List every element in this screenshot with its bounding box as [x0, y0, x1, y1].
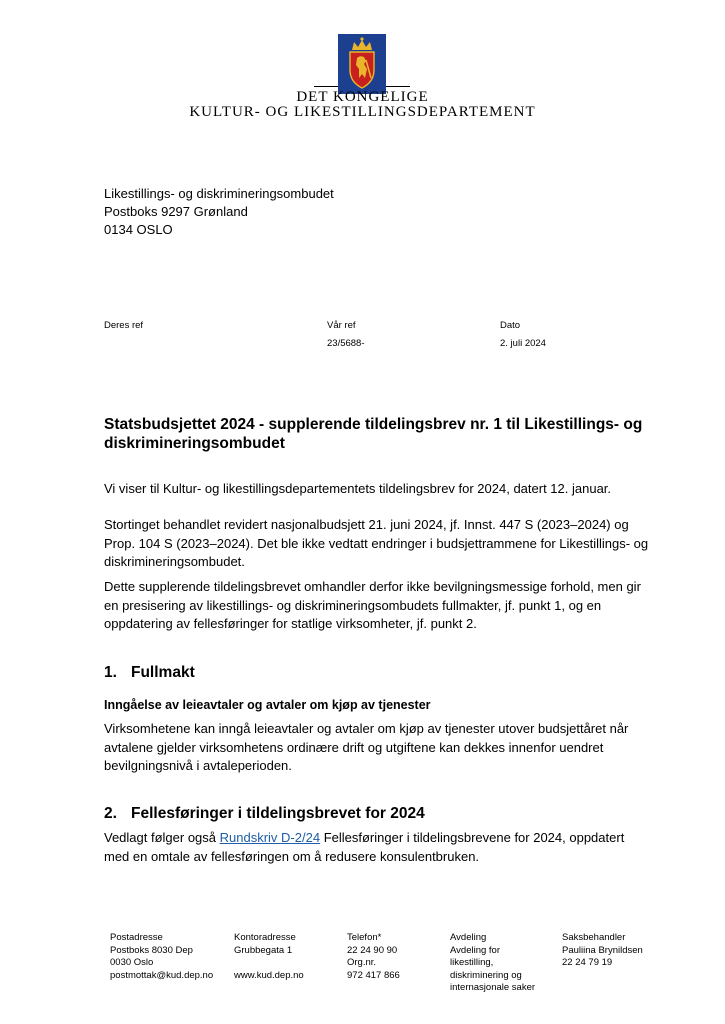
dato-label: Dato — [500, 320, 521, 331]
section-1-number: 1. — [104, 664, 117, 681]
section-1-heading — [104, 664, 195, 682]
paragraph-1: Vi viser til Kultur- og likestillingsdepartementets tildelingsbrev for 2024, datert 12. januar. — [104, 481, 612, 496]
footer-telefon-label: Telefon* — [347, 932, 382, 943]
footer-avdeling-label: Avdeling — [450, 932, 487, 943]
recipient-name: Likestillings- og diskrimineringsombudet — [104, 186, 334, 201]
section-2-text-before: Vedlagt følger også — [104, 830, 220, 845]
coat-of-arms-icon — [338, 34, 386, 94]
footer-postadresse-line: Postboks 8030 Dep — [110, 944, 193, 956]
letter-title: Statsbudsjettet 2024 - supplerende tildelingsbrev nr. 1 til Likestillings- og diskrimineringsombudet — [104, 416, 643, 452]
footer-avdeling-line: Avdeling for — [450, 944, 500, 956]
footer-kontoradresse-label: Kontoradresse — [234, 932, 296, 943]
dato-value: 2. juli 2024 — [500, 338, 546, 349]
footer-postadresse-label: Postadresse — [110, 932, 163, 943]
letterhead-rule-left — [314, 86, 338, 87]
footer-telefon-number: 22 24 90 90 — [347, 944, 398, 956]
footer-telefon — [347, 932, 400, 982]
letterhead-line-1: DET KONGELIGE — [296, 89, 429, 105]
footer-email-link[interactable]: postmottak@kud.dep.no — [110, 969, 214, 981]
rundskriv-link[interactable]: Rundskriv D-2/24 — [219, 830, 321, 845]
recipient-street: Postboks 9297 Grønland — [104, 204, 248, 219]
footer-kontoradresse-line: Grubbegata 1 — [234, 944, 293, 956]
footer-avdeling-line: diskriminering og — [450, 969, 522, 981]
footer-kontoradresse-spacer — [234, 957, 304, 970]
letterhead-rule-right — [386, 86, 410, 87]
footer-postadresse-line: 0030 Oslo — [110, 957, 154, 968]
paragraph-3: Dette supplerende tildelingsbrevet omhandler derfor ikke bevilgningsmessige forhold, men gir en presisering av likestillings- og diskrimineringsombudets fullmakter, jf. punkt 1, og en oppdatering av fellesføringer for statlige virksomheter, jf. punkt 2. — [104, 579, 641, 631]
footer-postadresse — [110, 932, 213, 982]
footer-saksbehandler-name: Pauliina Brynildsen — [562, 944, 643, 956]
section-1-title: Fullmakt — [131, 664, 195, 681]
section-2-text-after: Fellesføringer i tildelingsbrevene for 2024, oppdatert med en omtale av fellesføringen om å redusere konsulentbruken. — [104, 830, 625, 864]
deres-ref-label: Deres ref — [104, 320, 144, 331]
letterhead-line-2: KULTUR- OG LIKESTILLINGSDEPARTEMENT — [189, 104, 536, 120]
footer-orgnr-value: 972 417 866 — [347, 969, 400, 981]
section-1-subheading: Inngåelse av leieavtaler og avtaler om kjøp av tjenester — [104, 698, 431, 712]
var-ref-label: Vår ref — [327, 320, 356, 331]
var-ref-value: 23/5688- — [327, 338, 365, 349]
footer-kontoradresse — [234, 932, 304, 982]
section-1-text: Virksomhetene kan inngå leieavtaler og avtaler om kjøp av tjenester utover budsjettåret når avtalene gjelder virksomhetens ordinære drift og utgiftene kan dekkes innenfor uendret bevilgningsnivå i avtaleperioden. — [104, 721, 629, 773]
footer-orgnr-label: Org.nr. — [347, 957, 377, 968]
section-2-heading — [104, 805, 425, 823]
footer-website-link[interactable]: www.kud.dep.no — [234, 969, 304, 981]
section-2-text — [104, 829, 649, 866]
footer-avdeling-line: likestilling, — [450, 957, 494, 968]
footer-avdeling — [450, 932, 535, 995]
section-2-title: Fellesføringer i tildelingsbrevet for 2024 — [131, 805, 425, 822]
footer-saksbehandler — [562, 932, 643, 970]
paragraph-2: Stortinget behandlet revidert nasjonalbudsjett 21. juni 2024, jf. Innst. 447 S (2023–2024) og Prop. 104 S (2023–2024). Det ble ikke vedtatt endringer i budsjettrammene for Likestillings- og diskrimineringsombudet. — [104, 517, 649, 569]
footer-saksbehandler-phone: 22 24 79 19 — [562, 957, 613, 968]
section-2-number: 2. — [104, 805, 117, 822]
recipient-city: 0134 OSLO — [104, 222, 173, 237]
footer-saksbehandler-label: Saksbehandler — [562, 932, 626, 943]
footer-avdeling-line: internasjonale saker — [450, 982, 536, 993]
